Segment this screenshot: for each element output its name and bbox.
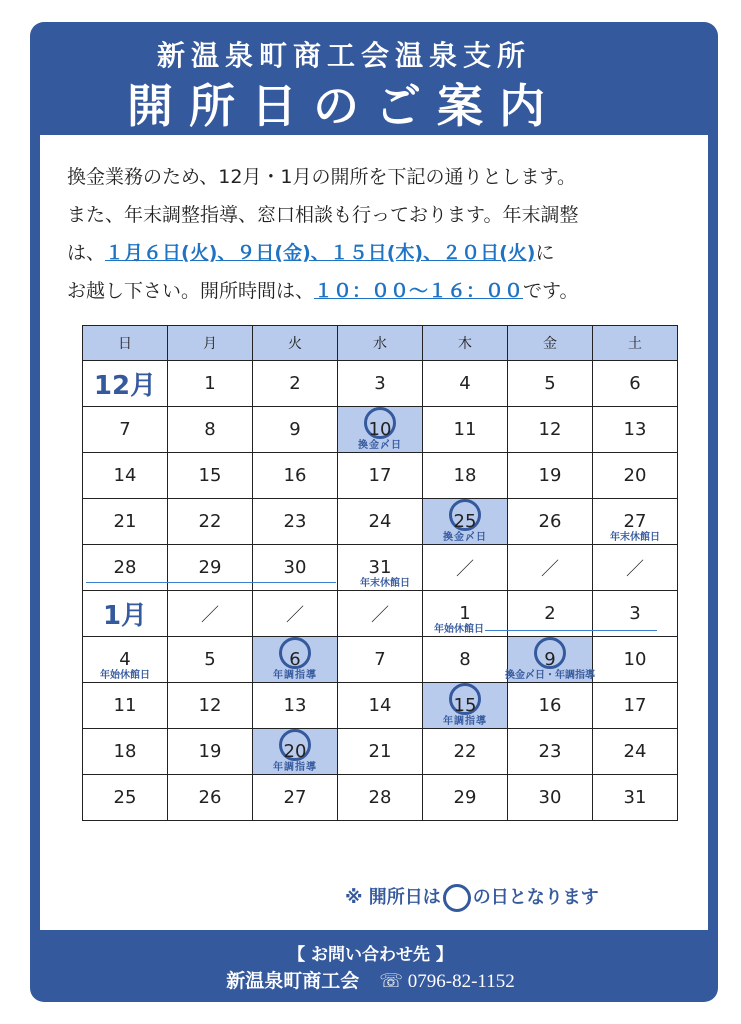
intro-line-4-pre: お越し下さい。開所時間は、 [67, 280, 315, 302]
day-cell: 8 [423, 637, 508, 683]
day-cell: 14 [83, 453, 168, 499]
calendar-row [83, 775, 678, 821]
calendar-row [83, 499, 678, 545]
page-title: 開所日のご案内 [127, 79, 561, 133]
day-cell: 25 [83, 775, 168, 821]
day-cell: 20 [593, 453, 678, 499]
weekday-sun: 日 [83, 326, 168, 361]
day-cell: 11 [423, 407, 508, 453]
day-note: 年調指導 [443, 716, 487, 727]
day-cell: 7 [83, 407, 168, 453]
day-cell: 18 [423, 453, 508, 499]
calendar-row [83, 361, 678, 407]
weekday-sat: 土 [593, 326, 678, 361]
day-cell: 5 [508, 361, 593, 407]
empty-cell: ／ [508, 545, 593, 591]
empty-cell: ／ [593, 545, 678, 591]
day-note: 年調指導 [273, 762, 317, 773]
day-cell: 27 [253, 775, 338, 821]
day-note: 換金〆日・年調指導 [505, 670, 595, 681]
day-cell: 14 [338, 683, 423, 729]
day-cell: 19 [508, 453, 593, 499]
intro-line-3-pre: は、 [67, 242, 106, 264]
day-cell [593, 499, 678, 545]
empty-cell: ／ [168, 591, 253, 637]
org-name: 新温泉町商工会温泉支所 [156, 39, 531, 72]
day-cell: 23 [253, 499, 338, 545]
day-cell: 13 [253, 683, 338, 729]
day-number: 20 [283, 741, 307, 762]
day-cell: 29 [168, 545, 253, 591]
open-day-cell [505, 637, 595, 683]
weekday-header [83, 326, 678, 361]
day-cell: 3 [593, 591, 678, 637]
day-cell: 23 [508, 729, 593, 775]
empty-cell: ／ [423, 545, 508, 591]
contact-heading: 【 お問い合わせ先 】 [288, 945, 453, 965]
day-cell: 15 [168, 453, 253, 499]
day-cell: 31 [593, 775, 678, 821]
weekday-mon: 月 [168, 326, 253, 361]
day-number: 25 [453, 511, 477, 532]
day-note: 換金〆日 [358, 440, 402, 451]
day-cell: 10 [593, 637, 678, 683]
opening-hours: １０：００〜１６：００ [314, 280, 524, 302]
open-day-cell [253, 637, 338, 683]
day-number: 10 [368, 419, 392, 440]
intro-line-3 [67, 234, 687, 272]
day-cell: 16 [508, 683, 593, 729]
day-cell: 19 [168, 729, 253, 775]
calendar-row [83, 407, 678, 453]
day-cell: 30 [253, 545, 338, 591]
day-note: 年始休館日 [434, 624, 484, 635]
open-day-cell [423, 683, 508, 729]
day-cell: 17 [593, 683, 678, 729]
day-cell: 4 [423, 361, 508, 407]
empty-cell: ／ [253, 591, 338, 637]
day-note: 換金〆日 [443, 532, 487, 543]
day-cell: 21 [83, 499, 168, 545]
day-cell: 6 [593, 361, 678, 407]
day-cell: 12 [508, 407, 593, 453]
contact-info [0, 966, 741, 993]
day-cell: 3 [338, 361, 423, 407]
day-number: 27 [623, 511, 647, 532]
legend-prefix: ※ 開所日は [345, 887, 441, 908]
day-note: 年調指導 [273, 670, 317, 681]
intro-line-4 [67, 272, 687, 310]
day-note: 年末休館日 [610, 532, 660, 543]
day-number: 1 [459, 603, 471, 624]
day-cell: 18 [83, 729, 168, 775]
intro-line-1: 換金業務のため、12月・1月の開所を下記の通りとします。 [67, 166, 576, 188]
weekday-fri: 金 [508, 326, 593, 361]
day-cell: 21 [338, 729, 423, 775]
intro-line-3-post: に [535, 242, 555, 264]
month-label-jan: 1月 [83, 591, 168, 637]
day-cell: 24 [593, 729, 678, 775]
day-cell: 13 [593, 407, 678, 453]
guidance-dates: １月６日(火)、９日(金)、１５日(木)、２０日(火) [105, 242, 536, 264]
day-note: 年末休館日 [360, 578, 410, 589]
day-cell: 7 [338, 637, 423, 683]
year-end-closure-arrow [86, 582, 336, 583]
day-note: 年始休館日 [100, 670, 150, 681]
day-cell: 26 [168, 775, 253, 821]
day-cell: 8 [168, 407, 253, 453]
day-cell: 24 [338, 499, 423, 545]
day-cell: 12 [168, 683, 253, 729]
day-number: 31 [368, 557, 392, 578]
calendar-row [83, 453, 678, 499]
day-cell: 16 [253, 453, 338, 499]
weekday-thu: 木 [423, 326, 508, 361]
day-cell: 11 [83, 683, 168, 729]
day-cell: 2 [508, 591, 593, 637]
day-number: 4 [119, 649, 131, 670]
day-cell: 2 [253, 361, 338, 407]
contact-name: 新温泉町商工会 [226, 970, 360, 992]
calendar-row [83, 545, 678, 591]
intro-line-2: また、年末調整指導、窓口相談も行っております。年末調整 [67, 204, 579, 226]
month-label-dec: 12月 [83, 361, 168, 407]
open-day-cell [423, 499, 508, 545]
weekday-tue: 火 [253, 326, 338, 361]
day-cell: 9 [253, 407, 338, 453]
legend-suffix: の日となります [472, 887, 599, 908]
calendar-row [83, 637, 678, 683]
day-cell [338, 545, 423, 591]
contact-phone: ☏ 0796-82-1152 [379, 971, 515, 992]
day-number: 9 [544, 649, 556, 670]
day-cell: 17 [338, 453, 423, 499]
intro-text [67, 158, 687, 310]
day-cell: 5 [168, 637, 253, 683]
circle-marker-icon [443, 884, 471, 912]
weekday-wed: 水 [338, 326, 423, 361]
open-day-cell [338, 407, 423, 453]
day-cell: 30 [508, 775, 593, 821]
day-cell: 22 [423, 729, 508, 775]
day-cell: 29 [423, 775, 508, 821]
day-cell: 22 [168, 499, 253, 545]
calendar-table [82, 325, 678, 821]
day-number: 6 [289, 649, 301, 670]
day-cell: 28 [338, 775, 423, 821]
day-cell: 28 [83, 545, 168, 591]
day-cell [83, 637, 168, 683]
day-number: 15 [453, 695, 477, 716]
day-cell: 1 [168, 361, 253, 407]
legend-note [345, 883, 599, 912]
empty-cell: ／ [338, 591, 423, 637]
open-day-cell [253, 729, 338, 775]
calendar-row [83, 729, 678, 775]
intro-line-4-post: です。 [523, 280, 579, 302]
calendar-row [83, 683, 678, 729]
day-cell: 26 [508, 499, 593, 545]
new-year-closure-arrow [485, 630, 657, 631]
calendar [82, 325, 678, 821]
